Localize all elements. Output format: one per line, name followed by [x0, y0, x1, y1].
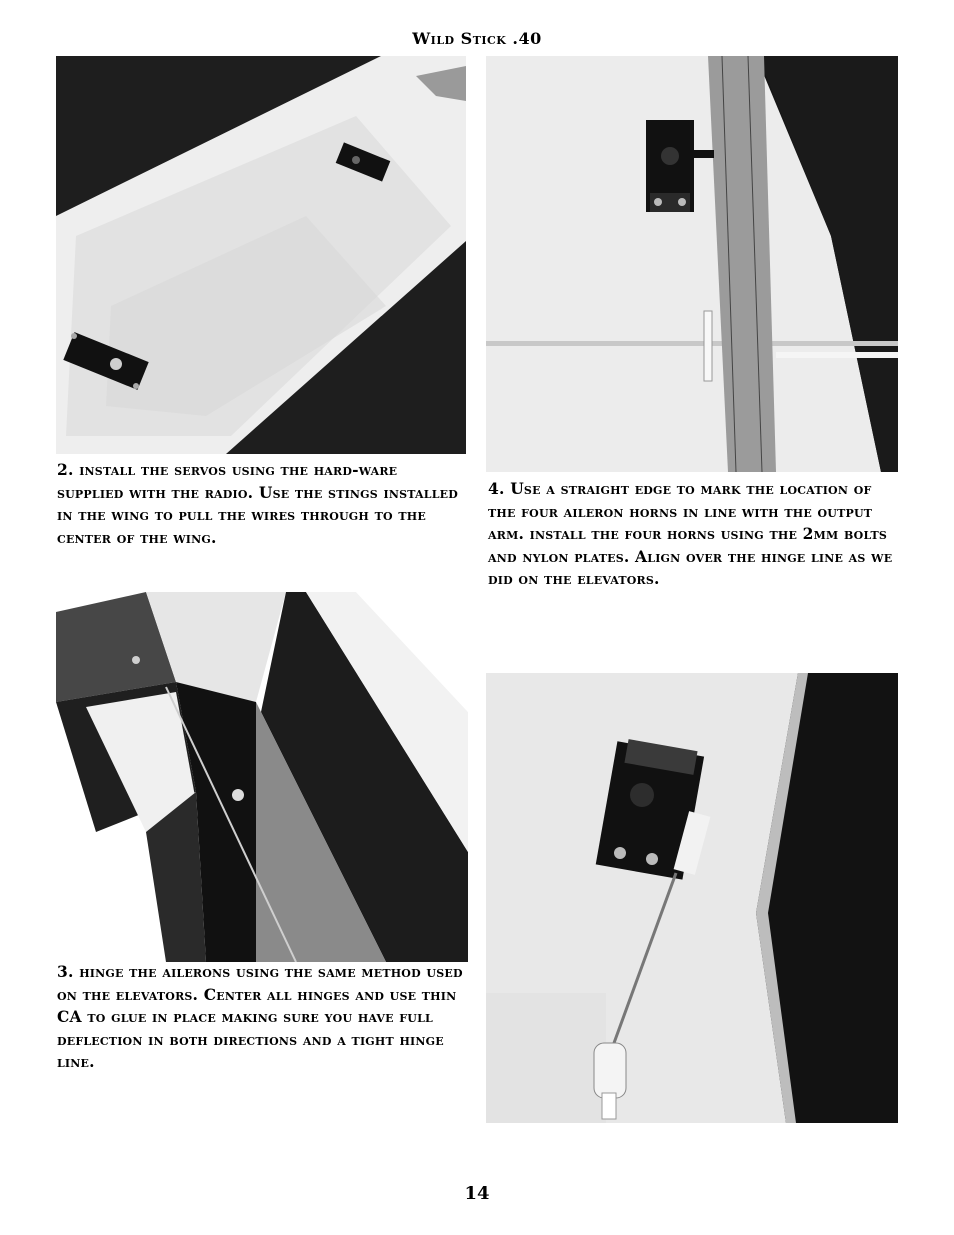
servo-and-ruler-photo — [486, 56, 898, 472]
page-number: 14 — [464, 1183, 490, 1204]
step-number: 4. — [488, 479, 505, 498]
step-text: install the servos using the hard-ware supplied with the radio. Use the stings installed in the wing to pull the wires through to the center of the wing. — [57, 460, 458, 547]
step-number: 3. — [57, 962, 74, 981]
aileron-hinge-photo — [56, 592, 468, 962]
step-text: Use a straight edge to mark the location of the four aileron horns in line with the output arm. install the four horns using the 2mm bolts and nylon plates. Align over the hinge line as we did on the elevators. — [488, 479, 893, 589]
page-header: Wild Stick .40 — [412, 29, 542, 48]
step-text: hinge the ailerons using the same method used on the elevators. Center all hinges and use thin CA to glue in place making sure you have full deflection in both directions and a tight hinge line. — [57, 962, 463, 1072]
wing-with-servos-photo — [56, 56, 466, 454]
step-number: 2. — [57, 460, 74, 479]
step-4-caption — [488, 478, 900, 591]
step-3-caption — [57, 961, 469, 1074]
step-2-caption — [57, 459, 467, 549]
servo-pushrod-photo — [486, 673, 898, 1123]
